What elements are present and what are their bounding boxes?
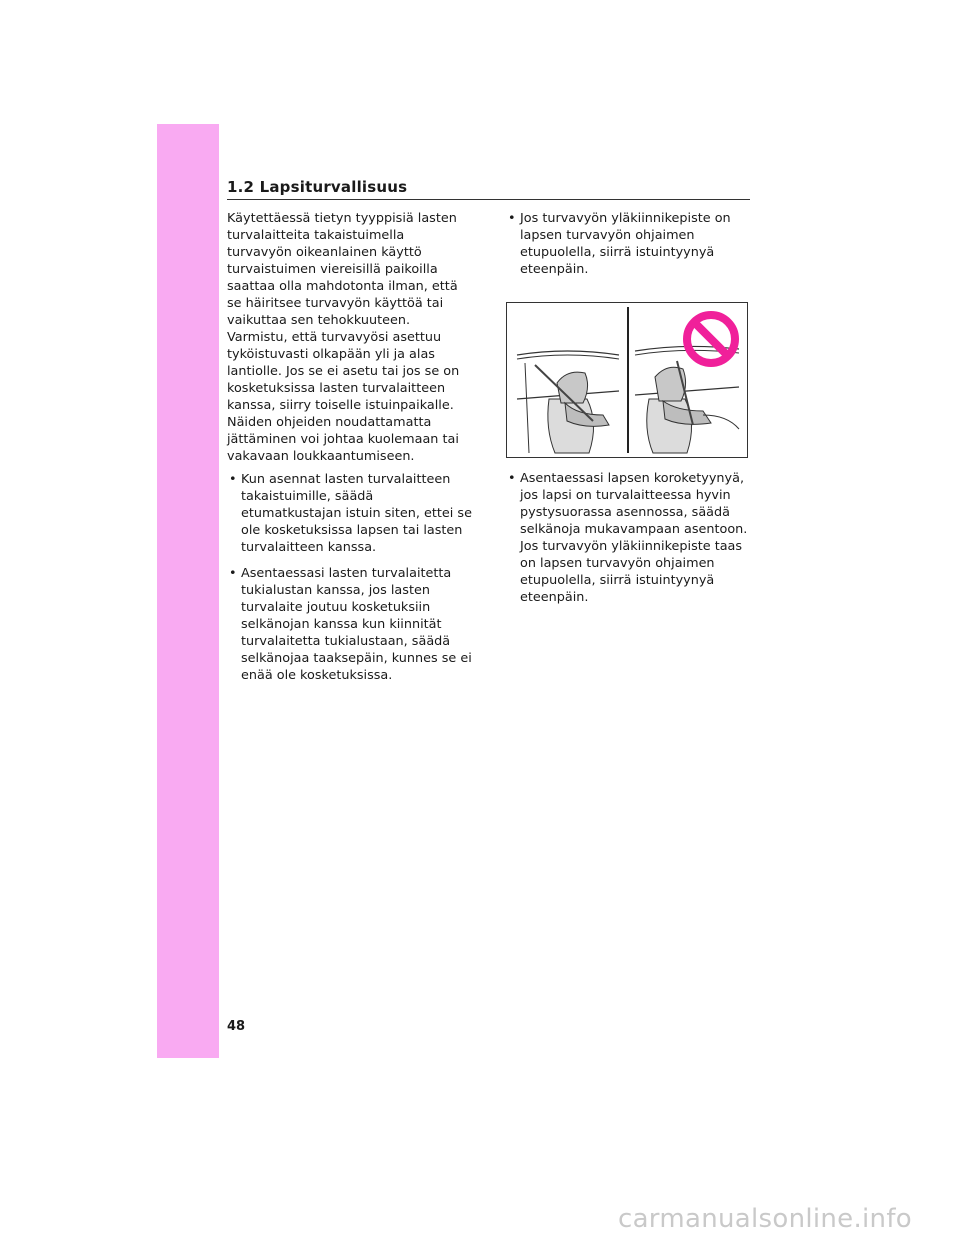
list-item	[506, 470, 752, 606]
watermark-text: carmanualsonline.info	[617, 1204, 912, 1234]
no-symbol-icon	[681, 309, 741, 369]
list-item-text: Asentaessasi lasten turvalaitetta tukialustan kanssa, jos lasten turvalaite joutuu kosketuksiin selkänojan kanssa kun kiinnität turvalaitetta tukialustaan, säädä selkänojaa taaksepäin, kunnes se ei enää ole kosketuksissa.	[241, 566, 472, 683]
bullet-icon: •	[229, 566, 237, 581]
left-column	[227, 210, 473, 693]
page-number: 48	[227, 1019, 246, 1034]
list-item	[227, 471, 473, 556]
title-divider	[227, 199, 750, 200]
list-item-text: Jos turvavyön yläkiinnikepiste on lapsen turvavyön ohjaimen etupuolella, siirrä istuintyynyä eteenpäin.	[520, 211, 731, 277]
bullet-icon: •	[508, 471, 516, 486]
warning-intro-paragraph: Käytettäessä tietyn tyyppisiä lasten turvalaitteita takaistuimella turvavyön oikeanlainen käyttö turvaistuimen viereisillä paikoilla saattaa olla mahdotonta ilman, että se häiritsee turvavyön käyttöä tai vaikuttaa sen tehokkuuteen. Varmistu, että turvavyösi asettuu tyköistuvasti olkapään yli ja alas lantiolle. Jos se ei asetu tai jos se on kosketuksissa lasten turvalaitteen kanssa, siirry toiselle istuinpaikalle. Näiden ohjeiden noudattamatta jättäminen voi johtaa kuolemaan tai vakavaan loukkaantumiseen.	[227, 211, 460, 464]
list-item	[506, 210, 752, 278]
bullet-icon: •	[229, 472, 237, 487]
seat-belt-illustration	[506, 302, 748, 458]
section-title: 1.2 Lapsiturvallisuus	[227, 178, 408, 196]
bullet-icon: •	[508, 211, 516, 226]
list-item-text: Kun asennat lasten turvalaitteen takaistuimille, säädä etumatkustajan istuin siten, ettei se ole kosketuksissa lapsen tai lasten turvalaitteen kanssa.	[241, 472, 472, 555]
list-item-text: Asentaessasi lapsen koroketyynyä, jos lapsi on turvalaitteessa hyvin pystysuorassa asennossa, säädä selkänoja mukavampaan asentoon. Jos turvavyön yläkiinnikepiste taas on lapsen turvavyön ohjaimen etupuolella, siirrä istuintyynyä eteenpäin.	[520, 471, 748, 605]
side-color-strip	[157, 124, 219, 1058]
list-item	[227, 565, 473, 684]
right-column	[506, 210, 752, 615]
